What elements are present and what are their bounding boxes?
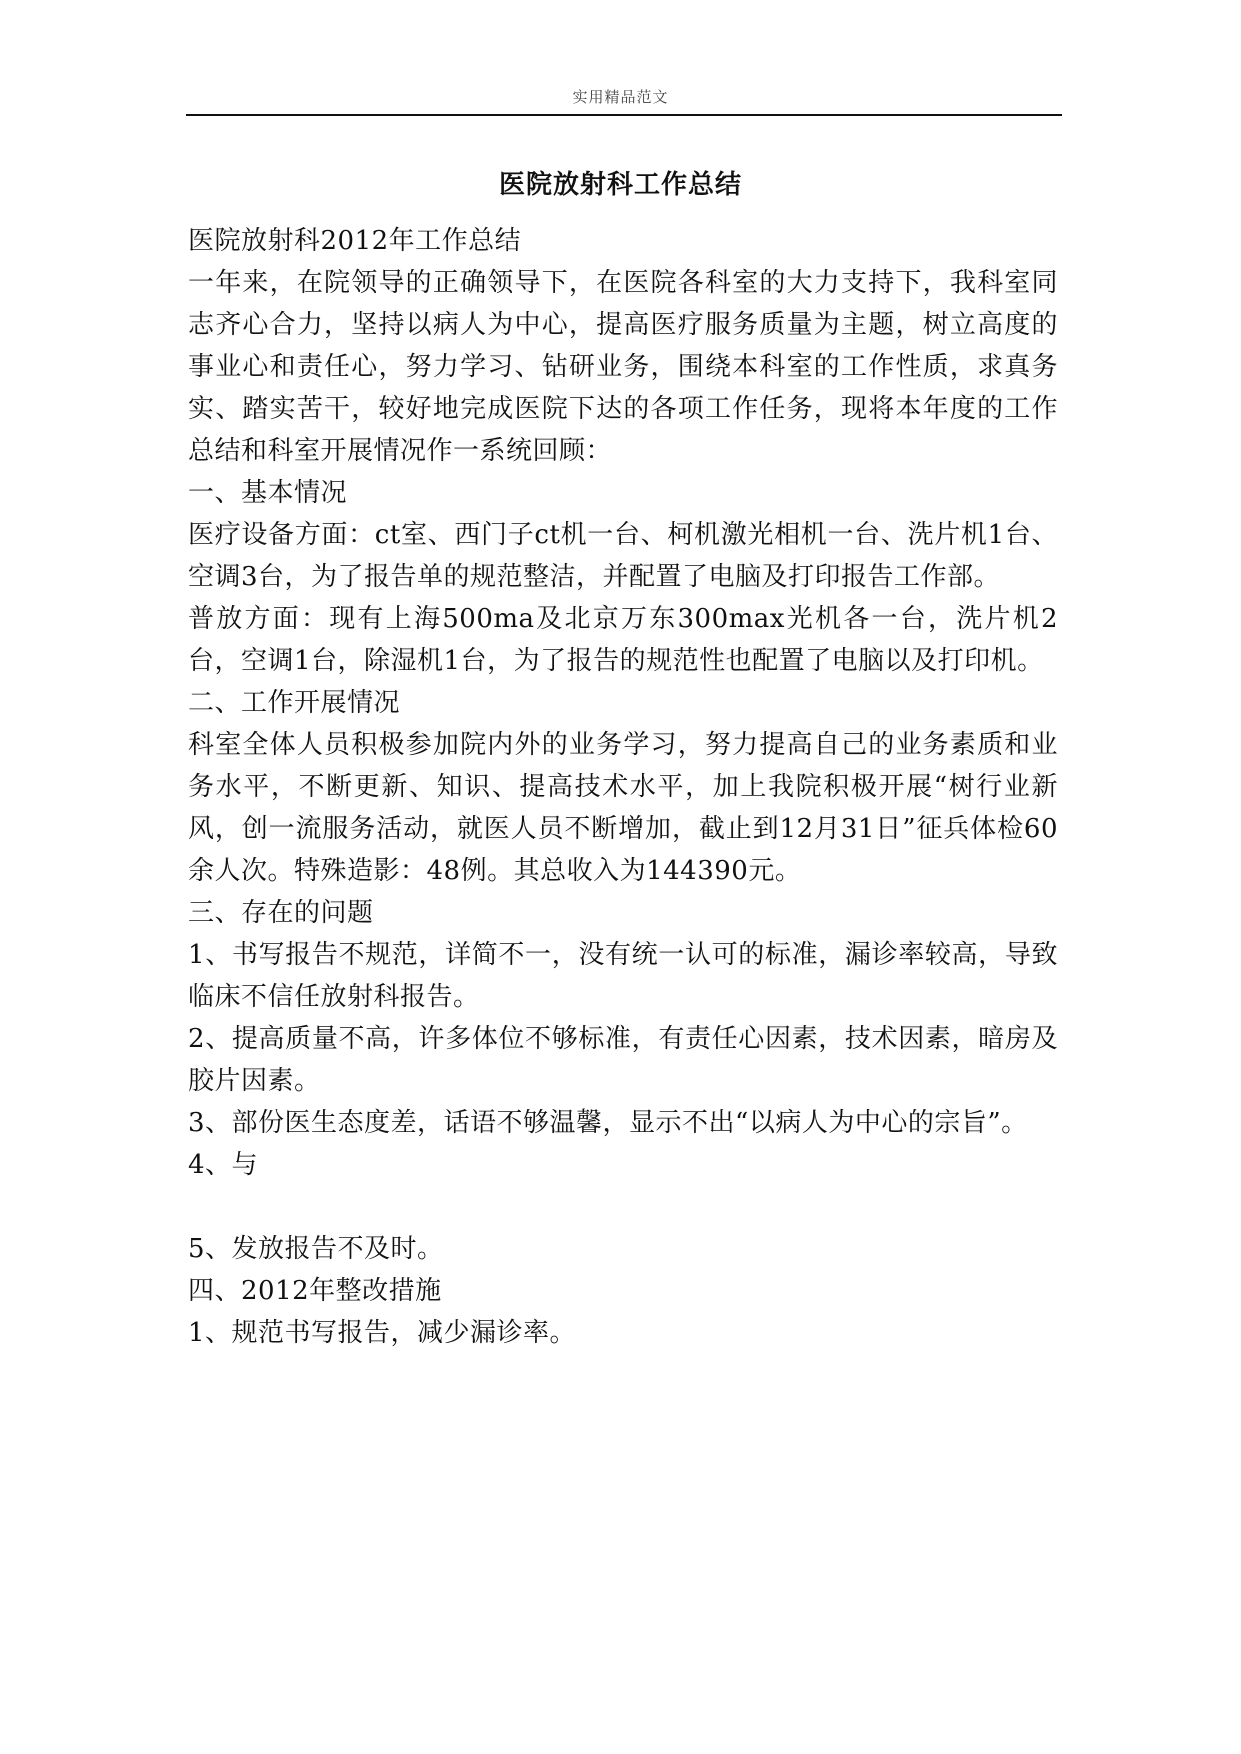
section-heading-problems: 三、存在的问题 (188, 898, 374, 928)
section-heading-measures: 四、2012年整改措施 (188, 1276, 442, 1306)
intro-paragraph: 一年来，在院领导的正确领导下，在医院各科室的大力支持下，我科室同志齐心合力，坚持以病人为中心，提高医疗服务质量为主题，树立高度的事业心和责任心，努力学习、钻研业务，围绕本科室的工作性质，求真务实、踏实苦干，较好地完成医院下达的各项工作任务，现将本年度的工作总结和科室开展情况作一系统回顾： (188, 268, 1058, 466)
work-paragraph: 科室全体人员积极参加院内外的业务学习，努力提高自己的业务素质和业务水平，不断更新、知识、提高技术水平，加上我院积极开展“树行业新风，创一流服务活动，就医人员不断增加，截止到12月31日”征兵体检60余人次。特殊造影：48例。其总收入为144390元。 (188, 730, 1058, 886)
general-radiology-paragraph: 普放方面：现有上海500ma及北京万东300max光机各一台，洗片机2台，空调1台，除湿机1台，为了报告的规范性也配置了电脑以及打印机。 (188, 604, 1058, 676)
page-header: 实用精品范文 (572, 88, 669, 106)
problem-item-2: 2、提高质量不高，许多体位不够标准，有责任心因素，技术因素，暗房及胶片因素。 (188, 1024, 1058, 1096)
section-heading-basic: 一、基本情况 (188, 478, 348, 508)
document-body (188, 220, 1058, 1354)
problem-item-5: 5、发放报告不及时。 (188, 1234, 444, 1264)
blank-line (188, 1186, 1058, 1228)
header-divider (186, 114, 1062, 116)
document-title: 医院放射科工作总结 (498, 170, 742, 200)
problem-item-1: 1、书写报告不规范，详简不一，没有统一认可的标准，漏诊率较高，导致临床不信任放射科报告。 (188, 940, 1058, 1012)
problem-item-3: 3、部份医生态度差，话语不够温馨，显示不出“以病人为中心的宗旨”。 (188, 1108, 1028, 1138)
subtitle-paragraph: 医院放射科2012年工作总结 (188, 226, 522, 256)
problem-item-4: 4、与 (188, 1150, 259, 1180)
measure-item-1: 1、规范书写报告，减少漏诊率。 (188, 1318, 577, 1348)
equipment-paragraph: 医疗设备方面：ct室、西门子ct机一台、柯机激光相机一台、洗片机1台、空调3台，为了报告单的规范整洁，并配置了电脑及打印报告工作部。 (188, 520, 1058, 592)
section-heading-work: 二、工作开展情况 (188, 688, 401, 718)
